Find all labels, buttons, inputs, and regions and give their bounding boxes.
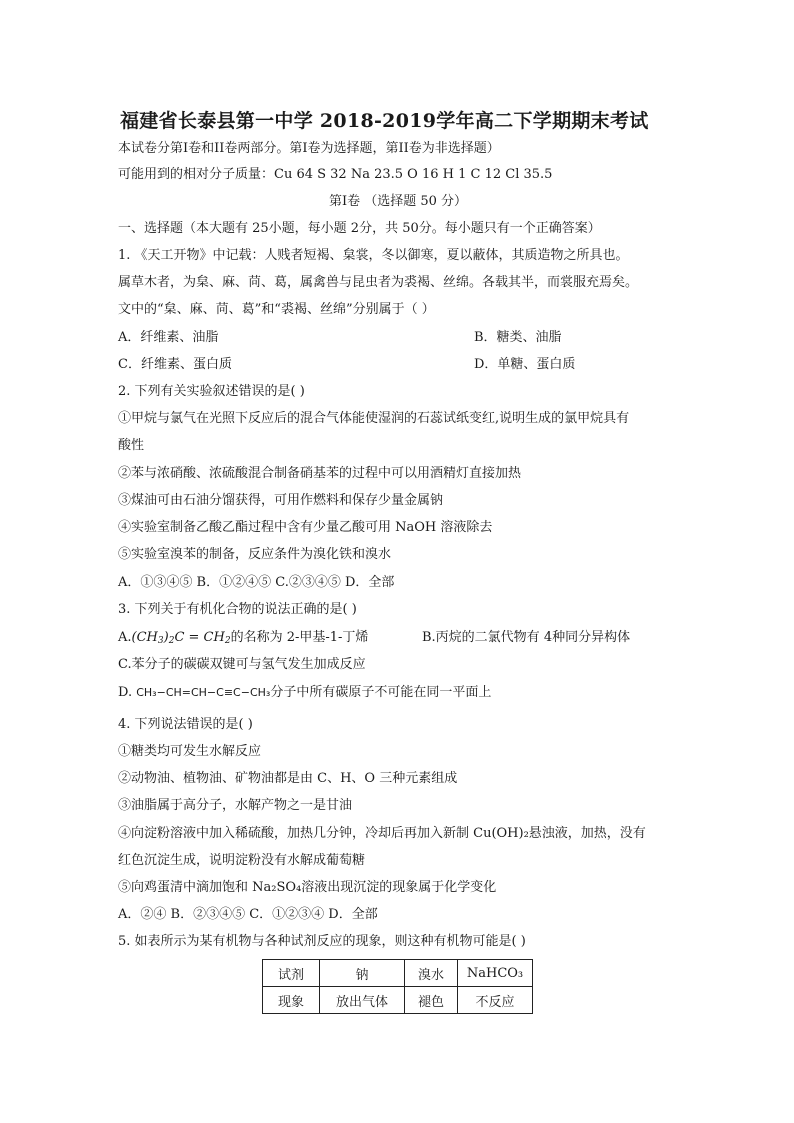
q4-options: A．②④ B．②③④⑤ C．①②③④ D．全部 (118, 907, 378, 922)
table-cell: 褪色 (405, 987, 458, 1014)
q4-statement-5: ⑤向鸡蛋清中滴加饱和 Na₂SO₄溶液出现沉淀的现象属于化学变化 (118, 880, 497, 895)
table-cell: 不反应 (458, 987, 533, 1014)
q1-stem-line-3: 文中的“枲、麻、苘、葛”和“裘褐、丝绵”分别属于（ ） (118, 302, 435, 317)
q4-stem: 4. 下列说法错误的是( ) (118, 717, 253, 732)
q1-stem-line-2: 属草木者，为枲、麻、苘、葛，属禽兽与昆虫者为裘褐、丝绵。各载其半，而裳服充焉矣。 (118, 275, 639, 290)
q3-option-c: C.苯分子的碳碳双键可与氢气发生加成反应 (118, 657, 366, 672)
q2-stem: 2. 下列有关实验叙述错误的是( ) (118, 384, 305, 399)
reagent-table (262, 959, 533, 1014)
q3-option-row-ab (118, 629, 678, 650)
q1-option-row-1 (118, 329, 678, 346)
q3-formula-d: CH₃−CH=CH−C≡C−CH₃ (136, 686, 271, 699)
q2-statement-3: ③煤油可由石油分馏获得，可用作燃料和保存少量金属钠 (118, 493, 444, 508)
q1-option-a: A．纤维素、油脂 (118, 330, 219, 345)
q1-option-c: C．纤维素、蛋白质 (118, 357, 232, 372)
q2-statement-4: ④实验室制备乙酸乙酯过程中含有少量乙酸可用 NaOH 溶液除去 (118, 520, 493, 535)
atomic-masses: 可能用到的相对分子质量：Cu 64 S 32 Na 23.5 O 16 H 1 C 12 Cl 35.5 (118, 167, 553, 182)
q5-stem: 5. 如表所示为某有机物与各种试剂反应的现象，则这种有机物可能是( ) (118, 934, 526, 949)
table-cell: 现象 (263, 987, 320, 1014)
section-title: 第I卷 （选择题 50 分） (328, 194, 468, 209)
q2-statement-5: ⑤实验室溴苯的制备，反应条件为溴化铁和溴水 (118, 547, 392, 562)
q1-option-row-2 (118, 356, 678, 373)
table-cell: 溴水 (405, 960, 458, 987)
exam-title: 福建省长泰县第一中学 2018-2019学年高二下学期期末考试 (120, 110, 649, 132)
q2-options: A．①③④⑤ B．①②④⑤ C.②③④⑤ D．全部 (118, 575, 395, 590)
q2-statement-2: ②苯与浓硝酸、浓硫酸混合制备硝基苯的过程中可以用酒精灯直接加热 (118, 466, 522, 481)
q3-option-a: $A.(CH_3)_2C = CH_2$的名称为 2-甲基-1-丁烯 (118, 630, 369, 646)
q3-formula-a: $(CH_3)_2C = CH_2$ (131, 630, 231, 646)
q3-option-b: B.丙烷的二氯代物有 4种同分异构体 (422, 630, 631, 645)
q1-stem-line-1: 1. 《天工开物》中记载：人贱者短褐、枲裳，冬以御寒，夏以蔽体，其质造物之所具也。 (118, 248, 629, 263)
q4-statement-2: ②动物油、植物油、矿物油都是由 C、H、O 三种元素组成 (118, 771, 458, 786)
q3-option-d: D. CH₃−CH=CH−C≡C−CH₃分子中所有碳原子不可能在同一平面上 (118, 685, 492, 700)
table-cell: 试剂 (263, 960, 320, 987)
q2-statement-1b: 酸性 (118, 438, 145, 453)
section-instructions: 一、选择题（本大题有 25小题，每小题 2分，共 50分。每小题只有一个正确答案） (118, 221, 601, 236)
q1-option-b: B．糖类、油脂 (474, 330, 562, 345)
q3-stem: 3. 下列关于有机化合物的说法正确的是( ) (118, 602, 357, 617)
table-cell: 放出气体 (320, 987, 405, 1014)
table-row (263, 960, 533, 987)
q4-statement-3: ③油脂属于高分子，水解产物之一是甘油 (118, 798, 353, 813)
table-row (263, 987, 533, 1014)
q4-statement-4b: 红色沉淀生成，说明淀粉没有水解成葡萄糖 (118, 853, 366, 868)
q2-statement-1a: ①甲烷与氯气在光照下反应后的混合气体能使湿润的石蕊试纸变红,说明生成的氯甲烷具有 (118, 411, 630, 426)
exam-intro: 本试卷分第I卷和II卷两部分。第I卷为选择题，第II卷为非选择题） (118, 141, 500, 156)
q4-statement-4a: ④向淀粉溶液中加入稀硫酸，加热几分钟，冷却后再加入新制 Cu(OH)₂悬浊液，加热，没有 (118, 826, 646, 841)
table-cell: NaHCO₃ (458, 960, 533, 987)
q4-statement-1: ①糖类均可发生水解反应 (118, 744, 262, 759)
table-cell: 钠 (320, 960, 405, 987)
q1-option-d: D．单糖、蛋白质 (474, 357, 576, 372)
